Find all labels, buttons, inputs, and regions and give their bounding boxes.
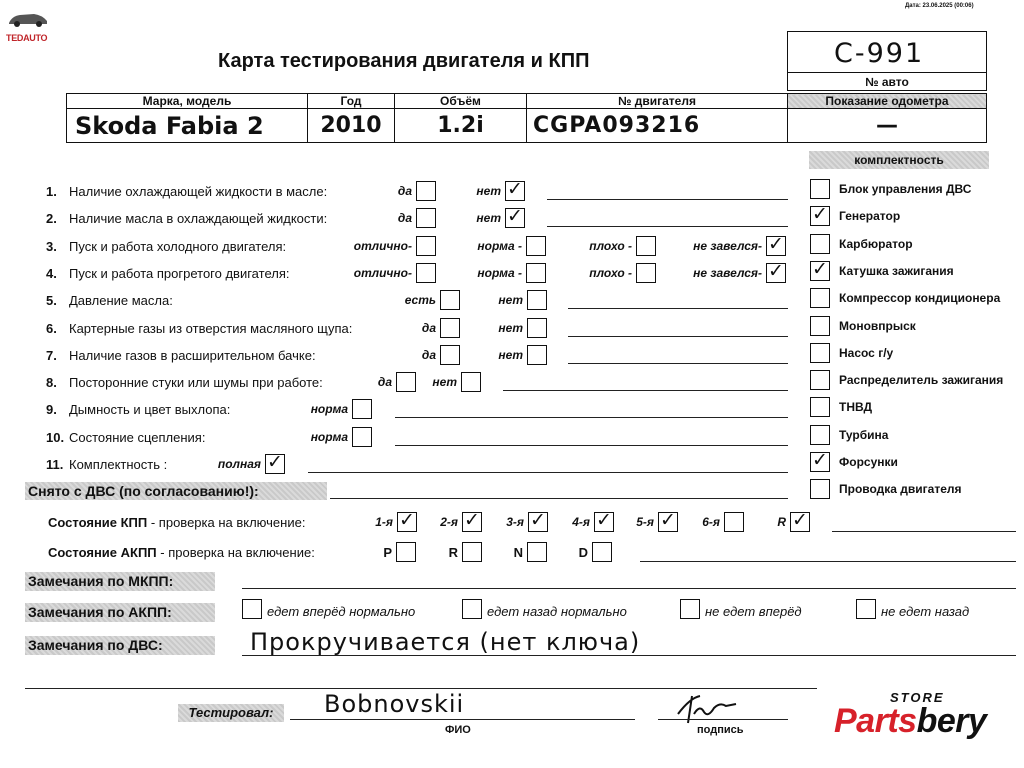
kit-item-label: Моновпрыск <box>839 318 916 333</box>
kit-item-label: Насос г/у <box>839 345 894 360</box>
kit-checkbox[interactable] <box>810 397 830 417</box>
question-option-label: да <box>397 211 412 226</box>
kit-checkbox[interactable] <box>810 179 830 199</box>
question-option-label: да <box>421 347 436 362</box>
checkmark-icon: ✓ <box>792 509 808 531</box>
fill-line <box>547 226 788 227</box>
akpp-gear-label: D <box>578 545 588 560</box>
question-option-label: отлично- <box>353 265 412 280</box>
col-odometer: Показание одометра <box>788 94 987 109</box>
question-checkbox[interactable] <box>505 205 525 228</box>
kpp-gear-checkbox[interactable] <box>397 509 417 532</box>
akpp-remark-checkbox[interactable] <box>856 599 876 619</box>
question-option-label: плохо - <box>589 238 632 253</box>
kpp-gear-checkbox[interactable] <box>594 509 614 532</box>
question-number: 11. <box>46 457 64 472</box>
checkmark-icon: ✓ <box>507 205 523 228</box>
question-number: 7. <box>46 347 57 363</box>
remarks-akpp-label: Замечания по АКПП: <box>25 603 215 622</box>
fill-line <box>308 472 788 473</box>
kit-item-label: Проводка двигателя <box>839 482 962 497</box>
question-text: Посторонние стуки или шумы при работе: <box>69 375 323 391</box>
value-volume: 1.2i <box>395 109 527 143</box>
question-option-label: нет <box>498 320 523 335</box>
remarks-mkpp-label: Замечания по МКПП: <box>25 572 215 591</box>
question-option-label: норма <box>310 429 348 444</box>
auto-number-value: C-991 <box>834 38 925 69</box>
sign-label: подпись <box>697 724 744 736</box>
value-year: 2010 <box>308 109 395 143</box>
question-checkbox[interactable] <box>505 178 525 201</box>
question-option-label: не завелся- <box>693 238 762 253</box>
question-option-label: норма <box>310 402 348 417</box>
tedauto-logo <box>6 10 50 43</box>
question-checkbox[interactable] <box>636 263 656 283</box>
kit-checkbox[interactable] <box>810 425 830 445</box>
question-text: Пуск и работа холодного двигателя: <box>69 238 287 254</box>
signature-scribble <box>670 690 760 726</box>
akpp-gear-checkbox[interactable] <box>396 542 416 562</box>
fill-line <box>395 445 788 446</box>
kit-checkbox[interactable] <box>810 316 830 336</box>
kpp-gear-checkbox[interactable] <box>528 509 548 532</box>
akpp-remark-label: не едет назад <box>881 604 970 619</box>
kit-item-label: Карбюратор <box>839 236 913 251</box>
akpp-remark-label: едет назад нормально <box>487 604 627 619</box>
question-checkbox[interactable] <box>527 290 547 310</box>
question-number: 10. <box>46 429 65 445</box>
question-number: 9. <box>46 402 57 418</box>
kpp-gear-label: 5-я <box>636 515 654 529</box>
question-text: Картерные газы из отверстия масляного щупа: <box>69 320 353 336</box>
value-odometer: — <box>788 109 987 143</box>
akpp-label: Состояние АКПП - проверка на включение: <box>48 545 315 560</box>
checkmark-icon: ✓ <box>812 449 828 471</box>
question-option-label: нет <box>498 293 523 308</box>
kit-item-label: ТНВД <box>839 400 873 415</box>
question-option-label: норма - <box>477 238 522 253</box>
kit-checkbox[interactable] <box>810 257 830 281</box>
auto-number-box <box>787 31 987 91</box>
kit-item-label: Распределитель зажигания <box>839 373 1004 388</box>
question-number: 3. <box>46 238 57 254</box>
kit-item-label: Компрессор кондиционера <box>839 291 1001 306</box>
question-checkbox[interactable] <box>526 263 546 283</box>
kit-item-label: Блок управления ДВС <box>839 182 972 196</box>
fill-line <box>568 308 788 309</box>
col-model: Марка, модель <box>67 94 308 109</box>
question-number: 5. <box>46 293 57 309</box>
kit-item-label: Форсунки <box>839 455 898 469</box>
akpp-remark-label: едет вперёд нормально <box>267 604 416 619</box>
question-checkbox[interactable] <box>416 236 436 256</box>
kpp-gear-checkbox[interactable] <box>658 509 678 532</box>
car-icon <box>6 10 50 28</box>
tester-name: Bobnovskii <box>324 690 465 718</box>
akpp-gear-checkbox[interactable] <box>592 542 612 562</box>
checkmark-icon: ✓ <box>768 232 784 255</box>
akpp-remark-checkbox[interactable] <box>462 599 482 619</box>
question-checkbox[interactable] <box>527 345 547 365</box>
question-option-label: есть <box>404 293 436 308</box>
akpp-gear-label: R <box>448 545 458 560</box>
question-number: 2. <box>46 211 57 227</box>
kit-checkbox[interactable] <box>810 479 830 499</box>
question-text: Пуск и работа прогретого двигателя: <box>69 265 290 281</box>
question-number: 6. <box>46 320 57 336</box>
checkmark-icon: ✓ <box>812 257 828 280</box>
kit-checkbox[interactable] <box>810 343 830 363</box>
fill-line <box>503 390 788 391</box>
kpp-gear-label: 2-я <box>440 515 458 529</box>
question-checkbox[interactable] <box>526 236 546 256</box>
akpp-gear-label: N <box>513 545 523 560</box>
question-checkbox[interactable] <box>416 181 436 201</box>
brand-logo <box>834 690 1014 750</box>
akpp-gear-checkbox[interactable] <box>527 542 547 562</box>
brand-store: STORE <box>890 690 945 705</box>
kit-checkbox[interactable] <box>810 203 830 226</box>
question-checkbox[interactable] <box>636 236 656 256</box>
auto-number-label: № авто <box>865 75 909 89</box>
question-checkbox[interactable] <box>416 208 436 228</box>
question-option-label: плохо - <box>589 265 632 280</box>
fill-line <box>395 417 788 418</box>
remarks-dvs-value: Прокручивается (нет ключа) <box>250 628 641 656</box>
question-option-label: отлично- <box>353 238 412 253</box>
kit-checkbox[interactable] <box>810 234 830 254</box>
kpp-gear-checkbox[interactable] <box>790 509 810 532</box>
tester-label: Тестировал: <box>178 704 284 722</box>
kpp-gear-checkbox[interactable] <box>724 512 744 532</box>
brand-name: Partsbery <box>834 702 987 740</box>
checkmark-icon: ✓ <box>596 509 612 531</box>
question-text: Наличие масла в охлаждающей жидкости: <box>69 211 328 227</box>
akpp-gear-checkbox[interactable] <box>462 542 482 562</box>
kpp-label: Состояние КПП - проверка на включение: <box>48 515 306 530</box>
question-text: Наличие газов в расширительном бачке: <box>69 347 316 363</box>
akpp-gear-label: P <box>383 545 392 560</box>
fill-line <box>568 363 788 364</box>
checkmark-icon: ✓ <box>660 509 676 531</box>
question-checkbox[interactable] <box>352 427 372 447</box>
kpp-gear-label: R <box>777 515 786 529</box>
question-option-label: нет <box>476 211 501 226</box>
question-number: 1. <box>46 184 57 199</box>
checkmark-icon: ✓ <box>530 509 546 531</box>
fill-line <box>568 336 788 337</box>
akpp-remark-label: не едет вперёд <box>705 604 802 619</box>
vehicle-header-table <box>66 93 987 143</box>
kpp-gear-label: 3-я <box>506 515 524 529</box>
date-stamp: Дата: 23.06.2025 (00:06) <box>905 3 974 9</box>
question-text: Состояние сцепления: <box>69 429 206 445</box>
question-checkbox[interactable] <box>440 290 460 310</box>
akpp-remark-checkbox[interactable] <box>680 599 700 619</box>
question-checkbox[interactable] <box>265 451 285 474</box>
akpp-remark-checkbox[interactable] <box>242 599 262 619</box>
question-checkbox[interactable] <box>440 318 460 338</box>
question-option-label: не завелся- <box>693 265 762 280</box>
kit-item-label: Турбина <box>839 427 889 442</box>
question-checkbox[interactable] <box>396 372 416 392</box>
question-text: Дымность и цвет выхлопа: <box>69 402 231 418</box>
checkmark-icon: ✓ <box>507 178 523 200</box>
kit-checkbox[interactable] <box>810 370 830 390</box>
question-option-label: да <box>377 375 392 390</box>
question-text: Давление масла: <box>69 293 173 309</box>
question-checkbox[interactable] <box>766 259 786 283</box>
question-checkbox[interactable] <box>527 318 547 338</box>
kpp-gear-checkbox[interactable] <box>462 509 482 532</box>
question-checkbox[interactable] <box>440 345 460 365</box>
logo-text: TEDAUTO <box>6 33 48 43</box>
kit-checkbox[interactable] <box>810 449 830 472</box>
kit-checkbox[interactable] <box>810 288 830 308</box>
checkmark-icon: ✓ <box>812 203 828 226</box>
question-number: 8. <box>46 375 57 391</box>
question-option-label: да <box>397 184 412 198</box>
question-checkbox[interactable] <box>766 232 786 256</box>
kpp-gear-label: 1-я <box>375 515 393 529</box>
checkmark-icon: ✓ <box>399 509 415 531</box>
question-option-label: нет <box>432 375 457 390</box>
checkmark-icon: ✓ <box>768 259 784 282</box>
question-checkbox[interactable] <box>416 263 436 283</box>
checkmark-icon: ✓ <box>464 509 480 531</box>
question-number: 4. <box>46 265 57 281</box>
kit-item-label: Генератор <box>839 209 901 224</box>
question-option-label: норма - <box>477 265 522 280</box>
fio-label: ФИО <box>445 724 471 736</box>
value-model: Skoda Fabia 2 <box>67 109 308 143</box>
checkmark-icon: ✓ <box>267 451 283 473</box>
question-option-label: полная <box>217 457 261 471</box>
kpp-gear-label: 4-я <box>572 515 590 529</box>
col-engine: № двигателя <box>527 94 788 109</box>
remarks-dvs-label: Замечания по ДВС: <box>25 636 215 655</box>
question-checkbox[interactable] <box>352 399 372 419</box>
removed-label: Снято с ДВС (по согласованию!): <box>25 482 327 500</box>
question-option-label: нет <box>476 184 501 198</box>
question-option-label: да <box>421 320 436 335</box>
question-option-label: нет <box>498 347 523 362</box>
fill-line <box>547 199 788 200</box>
question-checkbox[interactable] <box>461 372 481 392</box>
question-text: Наличие охлаждающей жидкости в масле: <box>69 184 328 199</box>
question-text: Комплектность : <box>69 457 168 472</box>
col-volume: Объём <box>395 94 527 109</box>
col-year: Год <box>308 94 395 109</box>
value-engine: CGPA093216 <box>527 109 788 143</box>
kit-item-label: Катушка зажигания <box>839 263 954 278</box>
page-title: Карта тестирования двигателя и КПП <box>218 50 590 72</box>
kpp-gear-label: 6-я <box>702 515 720 529</box>
kit-title: комплектность <box>809 151 989 169</box>
